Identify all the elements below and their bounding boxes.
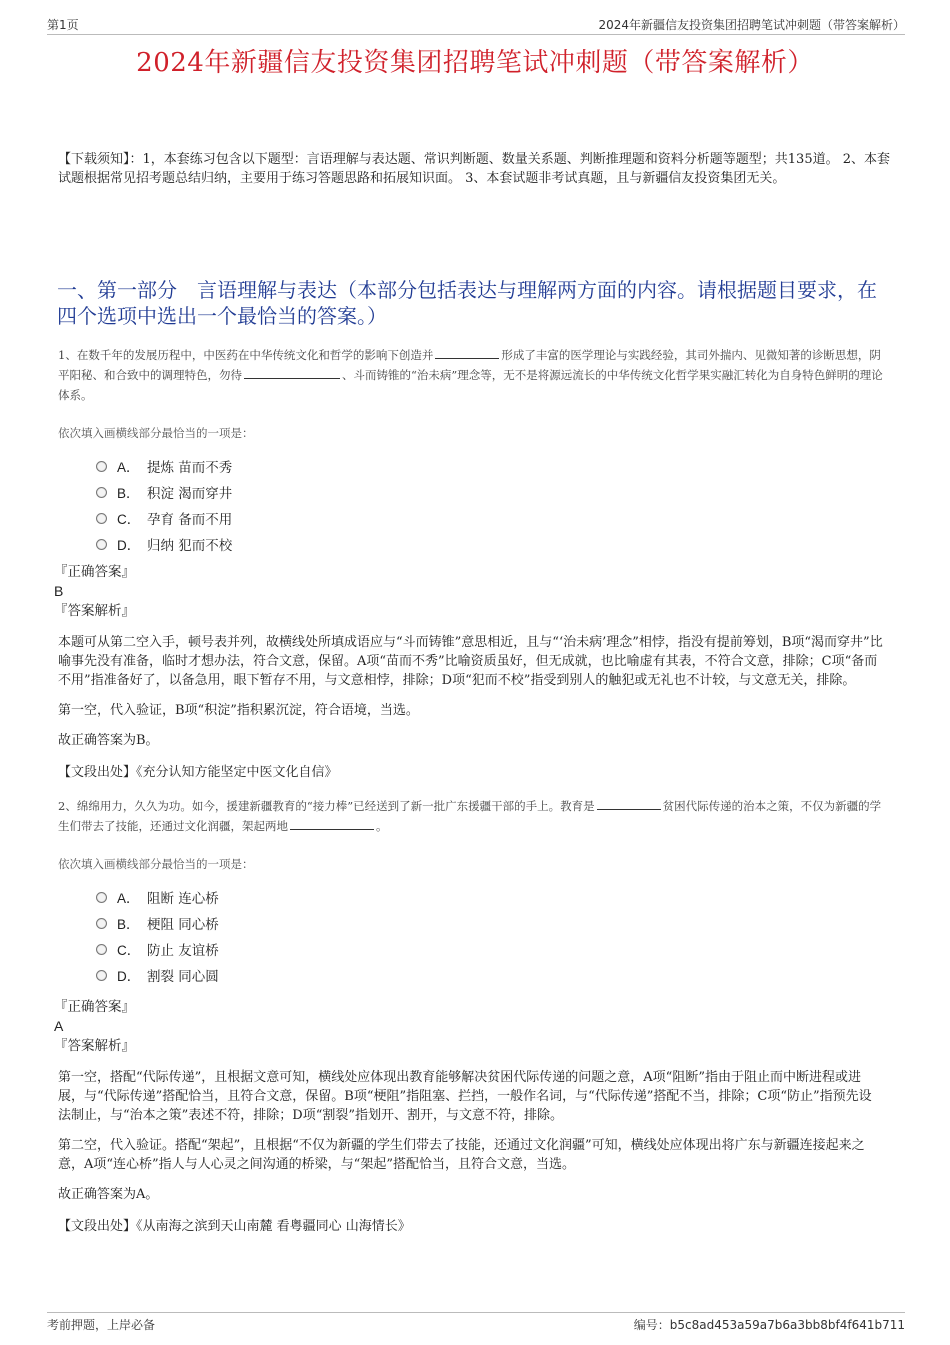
section-title: 一、第一部分 言语理解与表达（本部分包括表达与理解两方面的内容。请根据题目要求，在四个选项中选出一个最恰当的答案。） (57, 278, 877, 328)
option-d[interactable] (96, 962, 883, 988)
document-code: 编号：b5c8ad453a59a7b6a3bb8bf4f641b711 (633, 1318, 905, 1332)
option-a[interactable] (96, 453, 883, 479)
option-text: 防止 友谊桥 (147, 943, 219, 959)
option-b[interactable] (96, 479, 883, 505)
radio-icon[interactable] (96, 944, 107, 955)
stem-text: 、斗而铸锥的“治未病”理念等，无不是将源远流长的中华传统文化哲学果实融汇转化为自身特色鲜明的理论体系。 (58, 368, 883, 402)
option-letter: B． (117, 917, 140, 932)
analysis-paragraph: 第一空，搭配“代际传递”，且根据文意可知，横线处应体现出教育能够解决贫困代际传递的问题之意，A项“阻断”指由于阻止而中断进程或进展，与“代际传递”搭配恰当，且符合文意，保留。B项“梗阻”指阻塞、拦挡，一般作名词，与“代际传递”搭配不当，排除；C项“防止”指预先设法制止，与“治本之策”表述不符，排除；D项“割裂”指划开、割开，与文意不符，排除。 (58, 1070, 872, 1123)
question-1-options (96, 453, 883, 557)
question-2-stem (58, 796, 883, 836)
radio-icon[interactable] (96, 892, 107, 903)
analysis-label: 『答案解析』 (54, 603, 135, 619)
page-header (47, 14, 905, 35)
option-text: 孕育 备而不用 (147, 512, 233, 528)
radio-icon[interactable] (96, 970, 107, 981)
download-notice: 【下载须知】：1，本套练习包含以下题型：言语理解与表达题、常识判断题、数量关系题、判断推理题和资料分析题等题型；共135道。 2、本套试题根据常见招考题总结归纳，主要用于练习答题思路和拓展知识面。 3、本套试题非考试真题，且与新疆信友投资集团无关。 (58, 152, 890, 186)
option-text: 割裂 同心圆 (147, 969, 219, 985)
option-c[interactable] (96, 936, 883, 962)
analysis-label: 『答案解析』 (54, 1038, 135, 1054)
passage-source: 【文段出处】《从南海之滨到天山南麓 看粤疆同心 山海情长》 (58, 1219, 411, 1234)
correct-answer-label: 『正确答案』 (54, 564, 135, 580)
answer-blank (290, 817, 374, 830)
correct-answer-value: A (54, 1018, 64, 1034)
option-text: 提炼 苗而不秀 (147, 460, 233, 476)
analysis-paragraph: 第二空，代入验证。搭配“架起”，且根据“不仅为新疆的学生们带去了技能，还通过文化润疆”可知，横线处应体现出将广东与新疆连接起来之意，A项“连心桥”指人与人心灵之间沟通的桥梁，与“架起”搭配恰当，且符合文意，当选。 (58, 1138, 865, 1172)
page-footer (47, 1312, 905, 1333)
question-2-prompt: 依次填入画横线部分最恰当的一项是： (58, 857, 254, 871)
option-letter: D． (117, 969, 141, 984)
radio-icon[interactable] (96, 513, 107, 524)
page-number: 第1页 (47, 18, 79, 32)
option-b[interactable] (96, 910, 883, 936)
option-text: 梗阻 同心桥 (147, 917, 219, 933)
analysis-paragraph: 本题可从第二空入手，顿号表并列，故横线处所填成语应与“斗而铸锥”意思相近，且与“‘治未病’理念”相悖，指没有提前筹划，B项“渴而穿井”比喻事先没有准备，临时才想办法，符合文意，保留。A项“苗而不秀”比喻资质虽好，但无成就，也比喻虚有其表，不符合文意，排除；C项“备而不用”指准备好了，以备急用，眼下暂存不用，与文意相悖，排除；D项“犯而不校”指受到别人的触犯或无礼也不计较，与文意无关，排除。 (58, 635, 883, 688)
answer-blank (597, 797, 661, 810)
option-a[interactable] (96, 884, 883, 910)
header-doc-title: 2024年新疆信友投资集团招聘笔试冲刺题（带答案解析） (598, 18, 905, 32)
stem-text: 2、绵绵用力，久久为功。如今，援建新疆教育的“接力棒”已经送到了新一批广东援疆干部的手上。教育是 (58, 799, 595, 813)
content-area (54, 345, 883, 1234)
stem-text: 。 (376, 819, 388, 833)
option-text: 阻断 连心桥 (147, 891, 219, 907)
correct-answer-label: 『正确答案』 (54, 999, 135, 1015)
answer-blank (435, 346, 499, 359)
passage-source: 【文段出处】《充分认知方能坚定中医文化自信》 (58, 765, 338, 780)
stem-text: 形成了丰富的医学理论与实践经验，其司外揣内、见微知著的诊断思想，阴平阳秘、和合致中的调理特色，勿待 (58, 348, 881, 382)
option-letter: D． (117, 538, 141, 553)
stem-text: 贫困代际传递的治本之策，不仅为新疆的学生们带去了技能，还通过文化润疆，架起两地 (58, 799, 882, 833)
analysis-paragraph: 第一空，代入验证，B项“积淀”指积累沉淀，符合语境，当选。 (58, 703, 419, 718)
option-text: 归纳 犯而不校 (147, 538, 233, 554)
option-text: 积淀 渴而穿井 (147, 486, 233, 502)
stem-text: 1、在数千年的发展历程中，中医药在中华传统文化和哲学的影响下创造并 (58, 348, 434, 362)
correct-answer-value: B (54, 583, 64, 599)
option-letter: A． (117, 460, 140, 475)
question-2-options (96, 884, 883, 988)
radio-icon[interactable] (96, 918, 107, 929)
radio-icon[interactable] (96, 461, 107, 472)
footer-slogan: 考前押题，上岸必备 (47, 1318, 156, 1332)
radio-icon[interactable] (96, 539, 107, 550)
analysis-conclusion: 故正确答案为B。 (58, 733, 159, 748)
option-letter: C． (117, 943, 141, 958)
option-c[interactable] (96, 505, 883, 531)
option-letter: B． (117, 486, 140, 501)
question-2 (54, 796, 883, 1234)
document-title: 2024年新疆信友投资集团招聘笔试冲刺题（带答案解析） (136, 48, 814, 78)
question-1-prompt: 依次填入画横线部分最恰当的一项是： (58, 426, 254, 440)
option-letter: A． (117, 891, 140, 906)
radio-icon[interactable] (96, 487, 107, 498)
option-d[interactable] (96, 531, 883, 557)
question-1-stem (58, 345, 883, 405)
question-1 (54, 345, 883, 780)
option-letter: C． (117, 512, 141, 527)
analysis-conclusion: 故正确答案为A。 (58, 1187, 159, 1202)
answer-blank (244, 366, 340, 379)
